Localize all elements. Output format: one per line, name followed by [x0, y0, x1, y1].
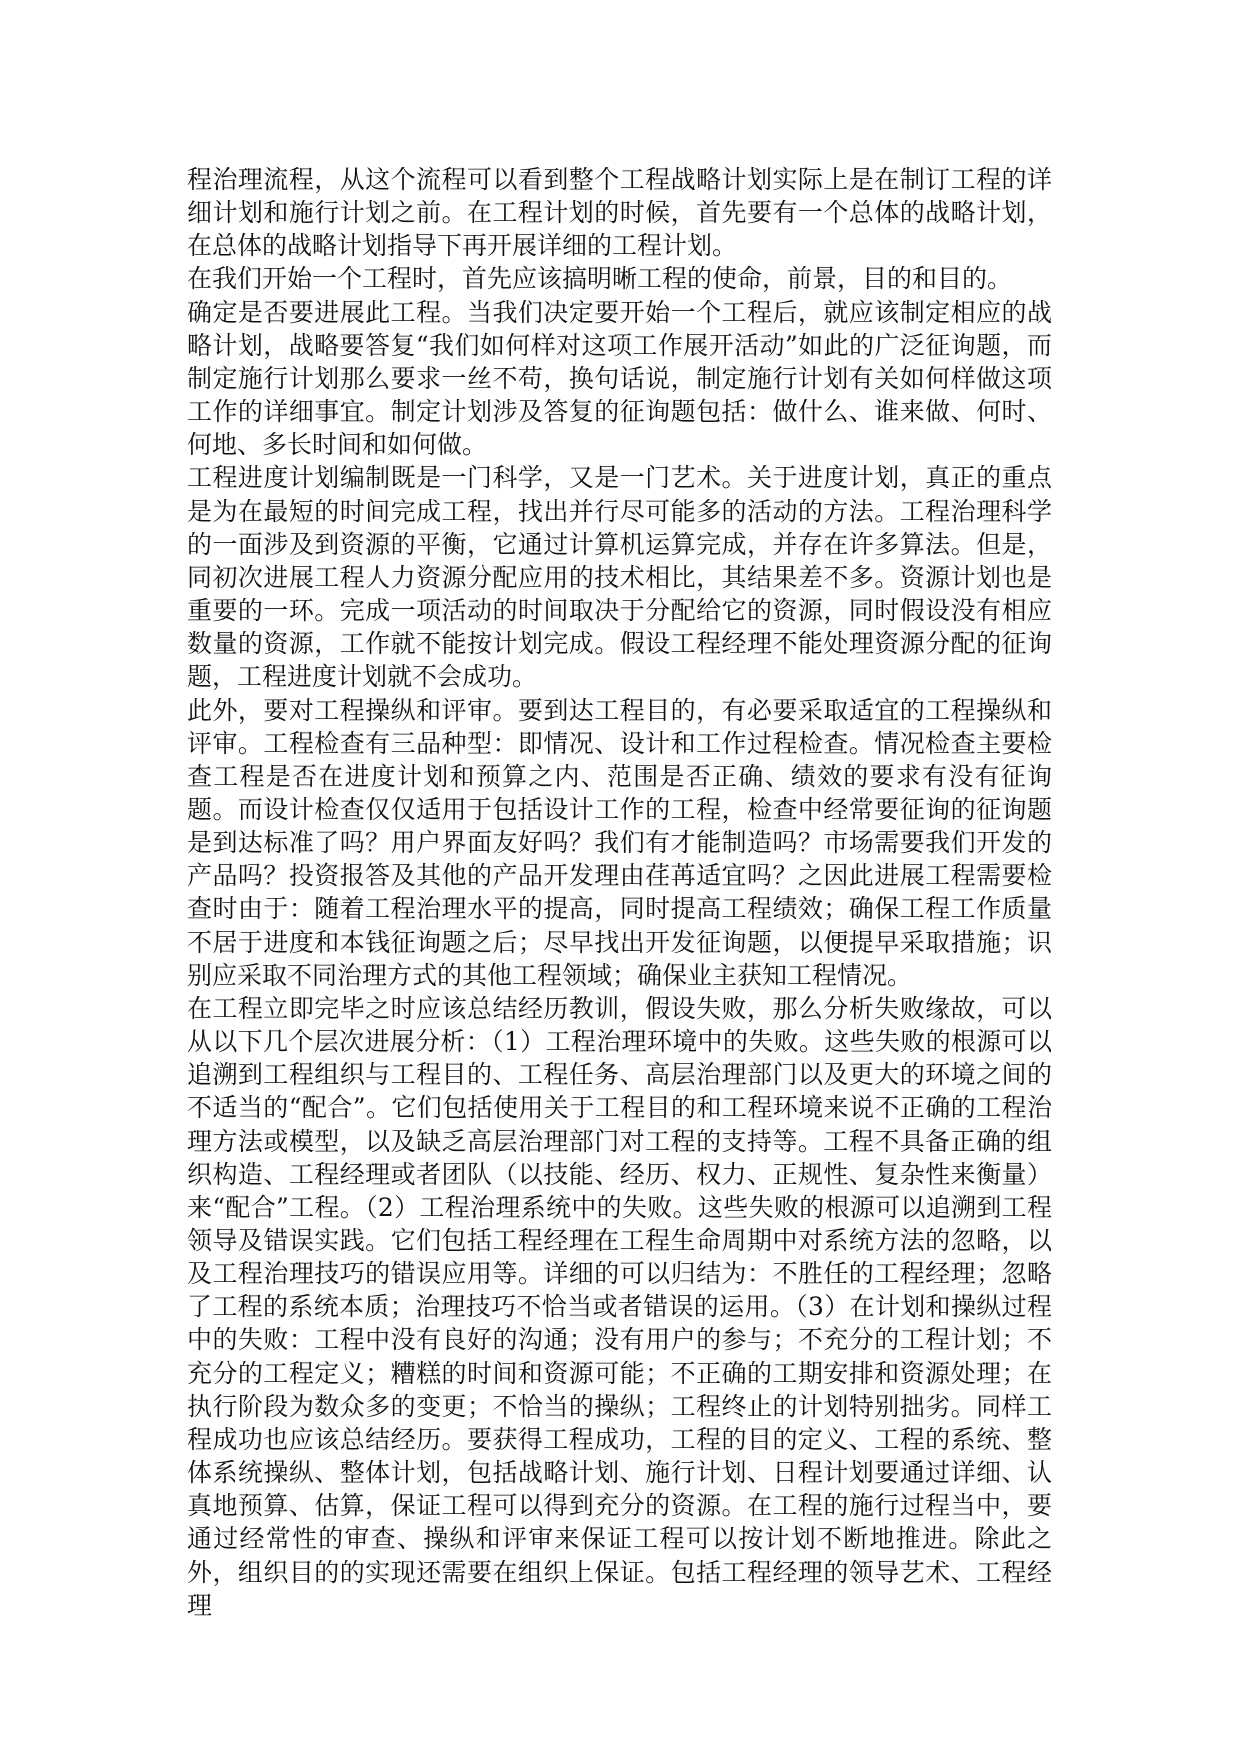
paragraph-1: 程治理流程，从这个流程可以看到整个工程战略计划实际上是在制订工程的详细计划和施行计划之前。在工程计划的时候，首先要有一个总体的战略计划，在总体的战略计划指导下再开展详细的工程计划。 — [187, 165, 1052, 261]
paragraph-3: 确定是否要进展此工程。当我们决定要开始一个工程后，就应该制定相应的战略计划，战略要答复“我们如何样对这项工作展开活动”如此的广泛征询题，而制定施行计划那么要求一丝不苟，换句话说，制定施行计划有关如何样做这项工作的详细事宜。制定计划涉及答复的征询题包括：做什么、谁来做、何时、何地、多长时间和如何做。 — [187, 297, 1052, 460]
paragraph-6: 在工程立即完毕之时应该总结经历教训，假设失败，那么分析失败缘故，可以从以下几个层次进展分析：（1）工程治理环境中的失败。这些失败的根源可以追溯到工程组织与工程目的、工程任务、高层治理部门以及更大的环境之间的不适当的“配合”。它们包括使用关于工程目的和工程环境来说不正确的工程治理方法或模型，以及缺乏高层治理部门对工程的支持等。工程不具备正确的组织构造、工程经理或者团队（以技能、经历、权力、正规性、复杂性来衡量）来“配合”工程。（2）工程治理系统中的失败。这些失败的根源可以追溯到工程领导及错误实践。它们包括工程经理在工程生命周期中对系统方法的忽略，以及工程治理技巧的错误应用等。详细的可以归结为：不胜任的工程经理；忽略了工程的系统本质；治理技巧不恰当或者错误的运用。（3）在计划和操纵过程中的失败：工程中没有良好的沟通；没有用户的参与；不充分的工程计划；不充分的工程定义；糟糕的时间和资源可能；不正确的工期安排和资源处理；在执行阶段为数众多的变更；不恰当的操纵；工程终止的计划特别拙劣。同样工程成功也应该总结经历。要获得工程成功，工程的目的定义、工程的系统、整体系统操纵、整体计划，包括战略计划、施行计划、日程计划要通过详细、认真地预算、估算，保证工程可以得到充分的资源。在工程的施行过程当中，要通过经常性的审查、操纵和评审来保证工程可以按计划不断地推进。除此之外，组织目的的实现还需要在组织上保证。包括工程经理的领导艺术、工程经理 — [187, 993, 1052, 1620]
paragraph-4: 工程进度计划编制既是一门科学，又是一门艺术。关于进度计划，真正的重点是为在最短的时间完成工程，找出并行尽可能多的活动的方法。工程治理科学的一面涉及到资源的平衡，它通过计算机运算完成，并存在许多算法。但是，同初次进展工程人力资源分配应用的技术相比，其结果差不多。资源计划也是重要的一环。完成一项活动的时间取决于分配给它的资源，同时假设没有相应数量的资源，工作就不能按计划完成。假设工程经理不能处理资源分配的征询题，工程进度计划就不会成功。 — [187, 463, 1052, 692]
paragraph-2: 在我们开始一个工程时，首先应该搞明晰工程的使命，前景，目的和目的。 — [187, 264, 1013, 294]
paragraph-5: 此外，要对工程操纵和评审。要到达工程目的，有必要采取适宜的工程操纵和评审。工程检查有三品种型：即情况、设计和工作过程检查。情况检查主要检查工程是否在进度计划和预算之内、范围是否正确、绩效的要求有没有征询题。而设计检查仅仅适用于包括设计工作的工程，检查中经常要征询的征询题是到达标准了吗？用户界面友好吗？我们有才能制造吗？市场需要我们开发的产品吗？投资报答及其他的产品开发理由荏苒适宜吗？之因此进展工程需要检查时由于：随着工程治理水平的提高，同时提高工程绩效；确保工程工作质量不居于进度和本钱征询题之后；尽早找出开发征询题，以便提早采取措施；识别应采取不同治理方式的其他工程领域；确保业主获知工程情况。 — [187, 695, 1052, 990]
document-body — [187, 163, 1052, 1622]
